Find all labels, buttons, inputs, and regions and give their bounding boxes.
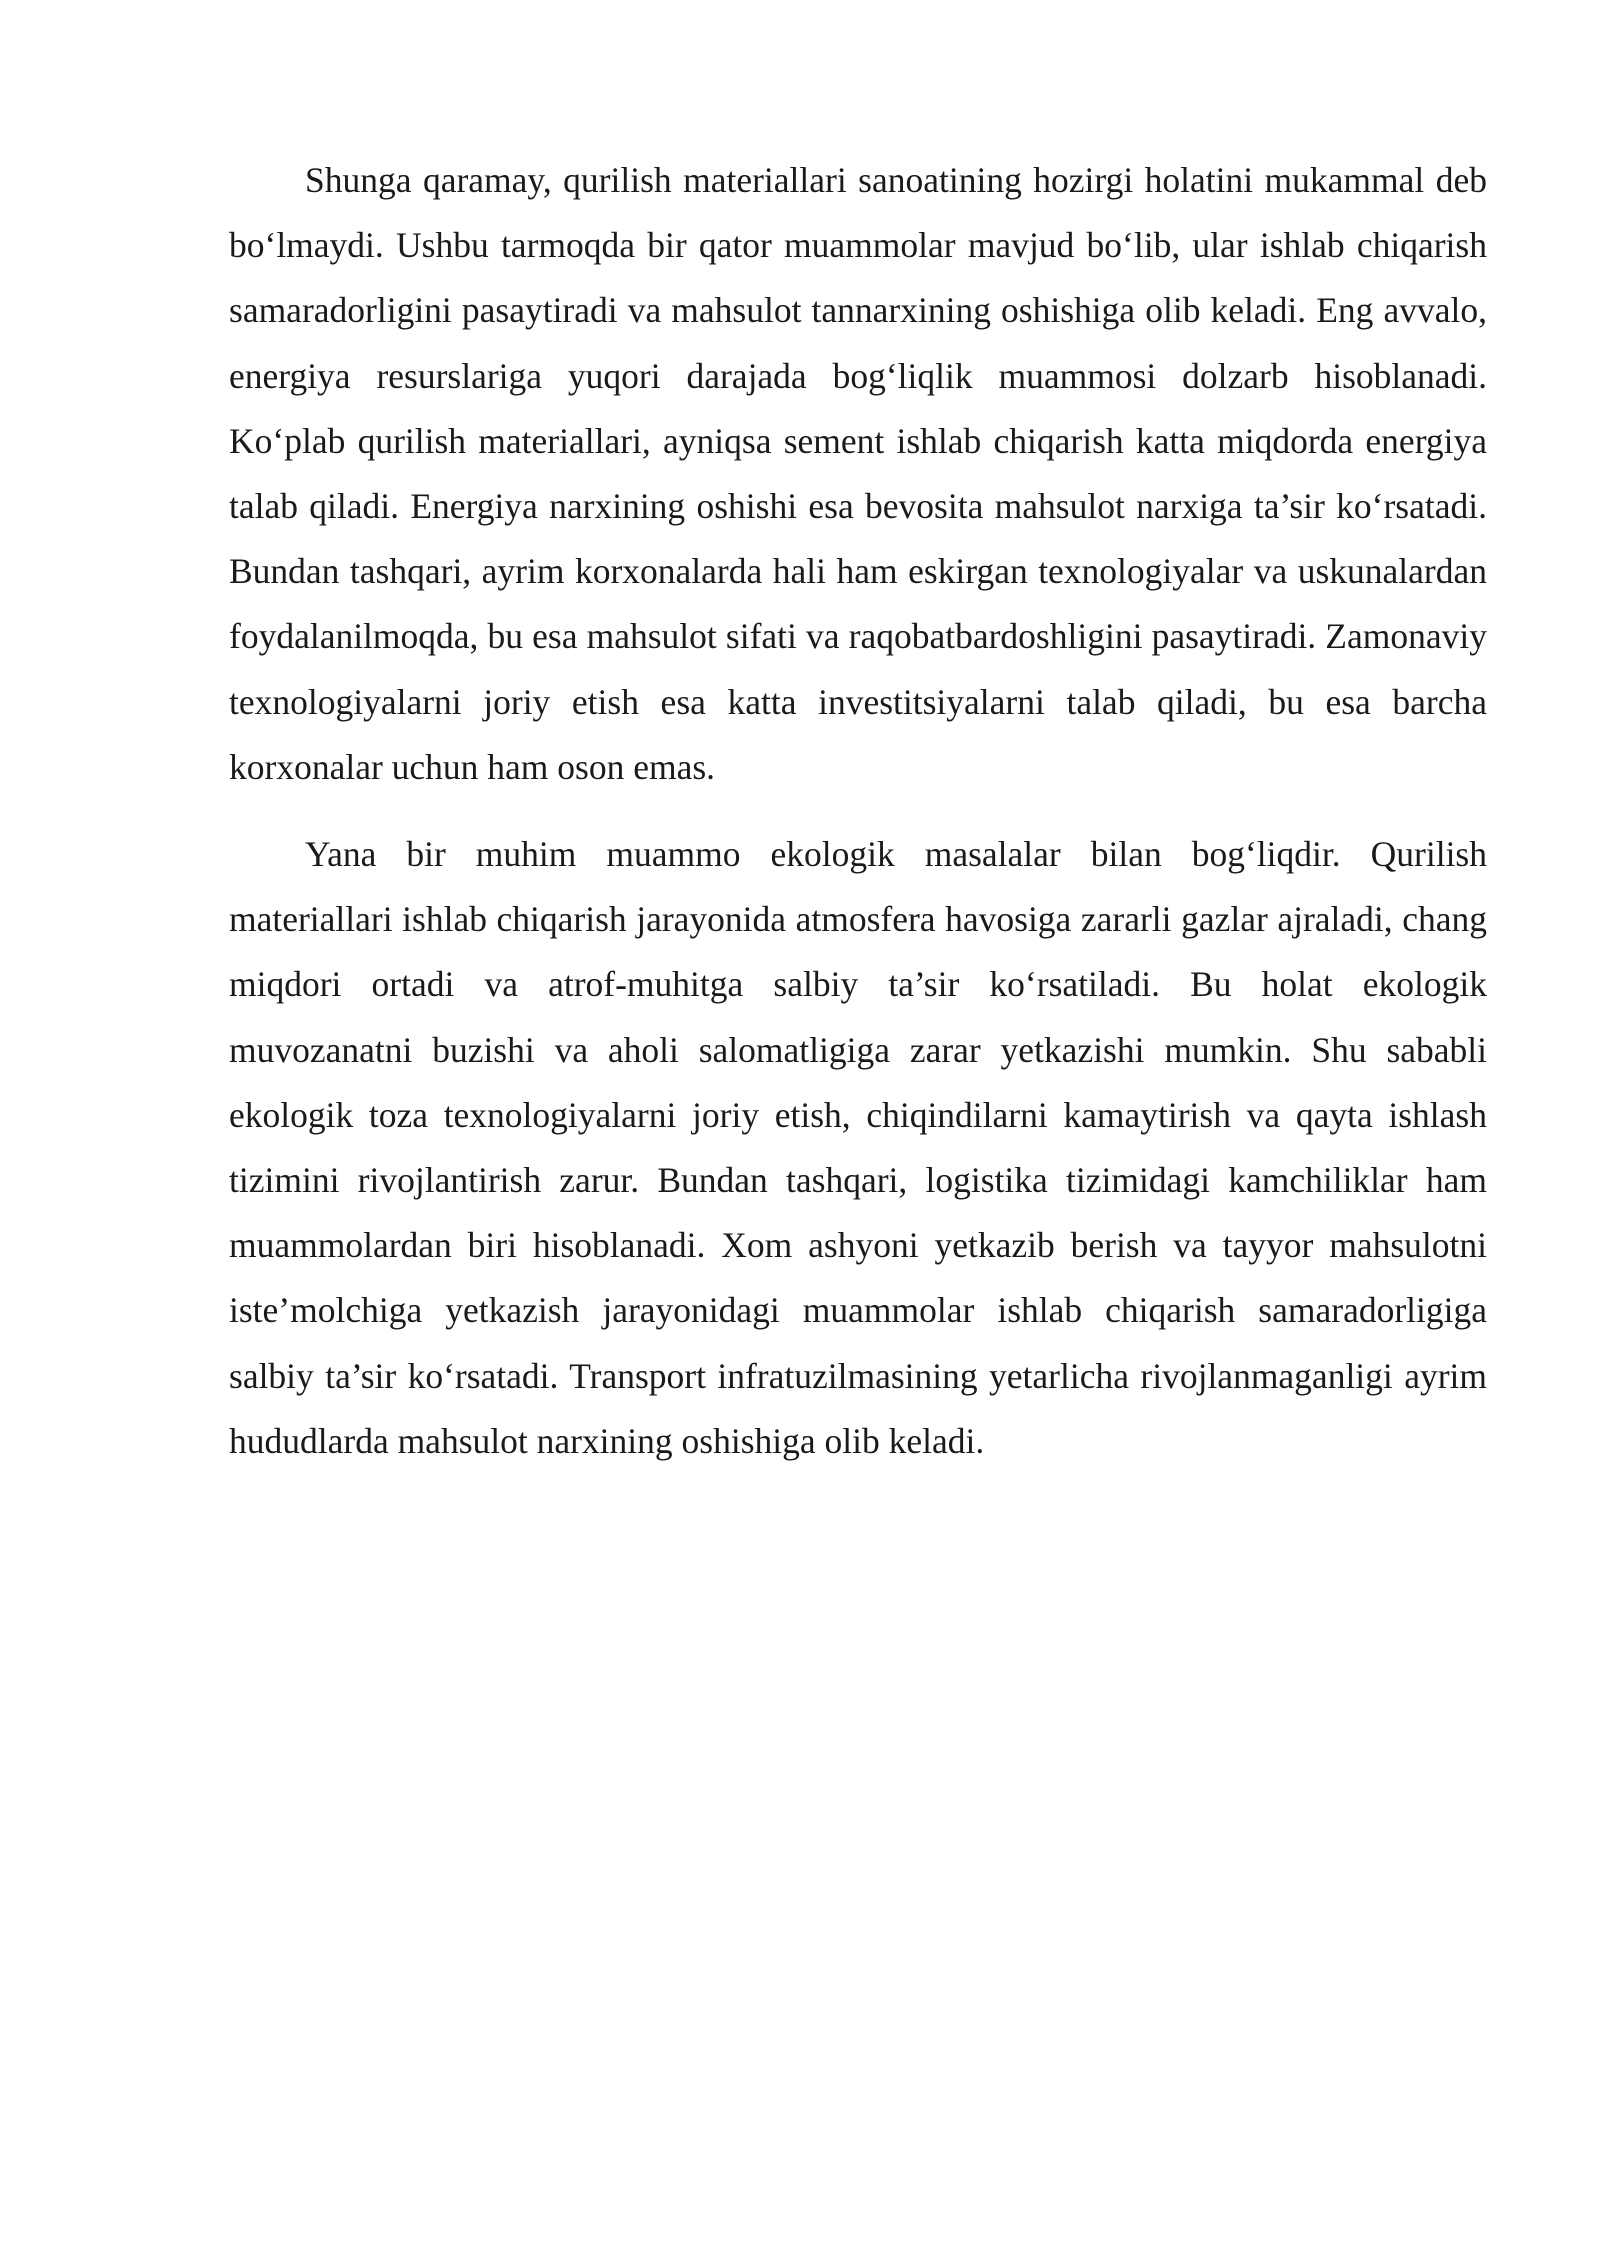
paragraph-energy-and-technology-problems: Shunga qaramay, qurilish materiallari sanoatining hozirgi holatini mukammal deb bo‘lmaydi. Ushbu tarmoqda bir qator muammolar mavjud bo‘lib, ular ishlab chiqarish samaradorligini pasaytiradi va mahsulot tannarxining oshishiga olib keladi. Eng avvalo, energiya resurslariga yuqori darajada bog‘liqlik muammosi dolzarb hisoblanadi. Ko‘plab qurilish materiallari, ayniqsa sement ishlab chiqarish katta miqdorda energiya talab qiladi. Energiya narxining oshishi esa bevosita mahsulot narxiga ta’sir ko‘rsatadi. Bundan tashqari, ayrim korxonalarda hali ham eskirgan texnologiyalar va uskunalardan foydalanilmoqda, bu esa mahsulot sifati va raqobatbardoshligini pasaytiradi. Zamonaviy texnologiyalarni joriy etish esa katta investitsiyalarni talab qiladi, bu esa barcha korxonalar uchun ham oson emas. [229, 160, 1487, 787]
document-body [229, 148, 1487, 1496]
paragraph-ecology-and-logistics-problems: Yana bir muhim muammo ekologik masalalar bilan bog‘liqdir. Qurilish materiallari ishlab chiqarish jarayonida atmosfera havosiga zararli gazlar ajraladi, chang miqdori ortadi va atrof-muhitga salbiy ta’sir ko‘rsatiladi. Bu holat ekologik muvozanatni buzishi va aholi salomatligiga zarar yetkazishi mumkin. Shu sababli ekologik toza texnologiyalarni joriy etish, chiqindilarni kamaytirish va qayta ishlash tizimini rivojlantirish zarur. Bundan tashqari, logistika tizimidagi kamchiliklar ham muammolardan biri hisoblanadi. Xom ashyoni yetkazib berish va tayyor mahsulotni iste’molchiga yetkazish jarayonidagi muammolar ishlab chiqarish samaradorligiga salbiy ta’sir ko‘rsatadi. Transport infratuzilmasining yetarlicha rivojlanmaganligi ayrim hududlarda mahsulot narxining oshishiga olib keladi. [229, 834, 1487, 1461]
